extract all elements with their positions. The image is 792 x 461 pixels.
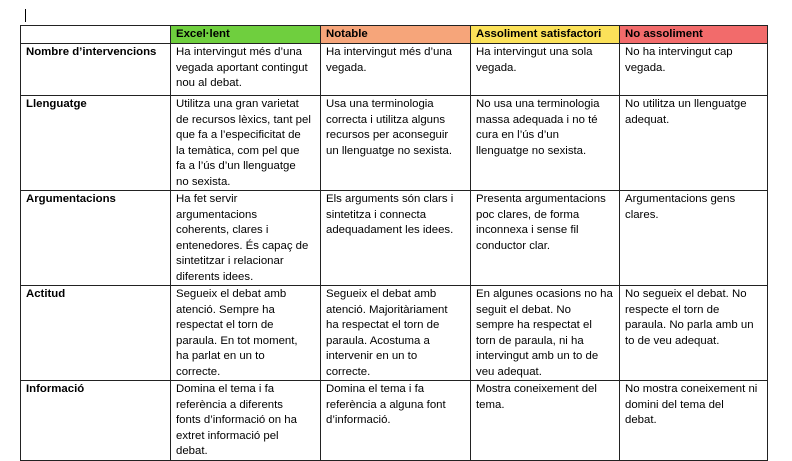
cell-satisfactori: Mostra coneixement del tema. xyxy=(471,381,620,461)
cell-excellent: Utilitza una gran varietat de recursos lèxics, tant pel que fa a l’especificitat de la temàtica, com pel que fa a l’ús d’un llenguatge no sexista. xyxy=(171,96,321,191)
cell-notable: Els arguments són clars i sintetitza i connecta adequadament les idees. xyxy=(321,191,471,286)
cell-excellent: Ha intervingut més d’una vegada aportant contingut nou al debat. xyxy=(171,44,321,96)
cell-excellent: Ha fet servir argumentacions coherents, clares i entenedores. És capaç de sintetitzar i relacionar diferents idees. xyxy=(171,191,321,286)
text-cursor xyxy=(25,9,26,22)
header-notable: Notable xyxy=(321,26,471,44)
cell-excellent: Domina el tema i fa referència a diferents fonts d’informació on ha extret informació pel debat. xyxy=(171,381,321,461)
cell-notable: Domina el tema i fa referència a alguna font d’informació. xyxy=(321,381,471,461)
rubric-table xyxy=(20,25,768,461)
cell-notable: Ha intervingut més d’una vegada. xyxy=(321,44,471,96)
cell-no-assoliment: No ha intervingut cap vegada. xyxy=(620,44,768,96)
cell-no-assoliment: Argumentacions gens clares. xyxy=(620,191,768,286)
criterion-llenguatge: Llenguatge xyxy=(21,96,171,191)
header-excellent: Excel·lent xyxy=(171,26,321,44)
table-row xyxy=(21,96,768,191)
cell-satisfactori: En algunes ocasions no ha seguit el debat. No sempre ha respectat el torn de paraula, ni ha intervingut amb un to de veu adequat. xyxy=(471,286,620,381)
header-assoliment-satisfactori: Assoliment satisfactori xyxy=(471,26,620,44)
table-row xyxy=(21,381,768,461)
table-row xyxy=(21,191,768,286)
criterion-argumentacions: Argumentacions xyxy=(21,191,171,286)
header-no-assoliment: No assoliment xyxy=(620,26,768,44)
criterion-actitud: Actitud xyxy=(21,286,171,381)
cell-satisfactori: Ha intervingut una sola vegada. xyxy=(471,44,620,96)
cell-excellent: Segueix el debat amb atenció. Sempre ha respectat el torn de paraula. En tot moment, ha parlat en un to correcte. xyxy=(171,286,321,381)
cell-no-assoliment: No mostra coneixement ni domini del tema del debat. xyxy=(620,381,768,461)
cell-satisfactori: No usa una terminologia massa adequada i no té cura en l’ús d’un llenguatge no sexista. xyxy=(471,96,620,191)
criterion-informacio: Informació xyxy=(21,381,171,461)
table-row xyxy=(21,286,768,381)
header-row xyxy=(21,26,768,44)
criterion-nombre-intervencions: Nombre d’intervencions xyxy=(21,44,171,96)
table-row xyxy=(21,44,768,96)
cell-no-assoliment: No utilitza un llenguatge adequat. xyxy=(620,96,768,191)
cell-notable: Usa una terminologia correcta i utilitza alguns recursos per aconseguir un llenguatge no sexista. xyxy=(321,96,471,191)
cell-satisfactori: Presenta argumentacions poc clares, de forma inconnexa i sense fil conductor clar. xyxy=(471,191,620,286)
cell-notable: Segueix el debat amb atenció. Majoritàriament ha respectat el torn de paraula. Acostuma a intervenir en un to correcte. xyxy=(321,286,471,381)
header-corner xyxy=(21,26,171,44)
cell-no-assoliment: No segueix el debat. No respecte el torn de paraula. No parla amb un to de veu adequat. xyxy=(620,286,768,381)
